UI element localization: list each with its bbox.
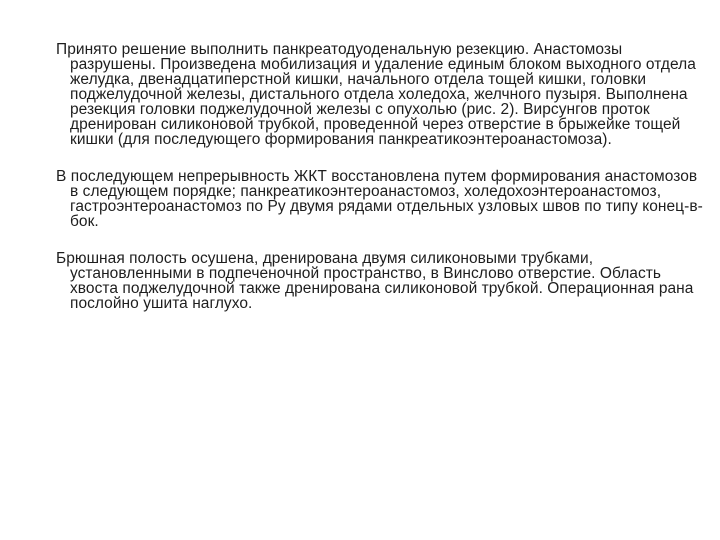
paragraph-pancreatoduodenal-resection: Принято решение выполнить панкреатодуоденальную резекцию. Анастомозы разрушены. Произведена мобилизация и удаление единым блоком выходного отдела желудка, двенадцатиперстной кишки, начального отдела тощей кишки, головки поджелудочной железы, дистального отдела холедоха, желчного пузыря. Выполнена резекция головки поджелудочной железы с опухолью (рис. 2). Вирсунгов проток дренирован силиконовой трубкой, проведенной через отверстие в брыжейке тощей кишки (для последующего формирования панкреатикоэнтероанастомоза). <box>56 41 696 148</box>
paragraph-drainage-closure: Брюшная полость осушена, дренирована двумя силиконовыми трубками, установленными в подпеченочной пространство, в Винслово отверстие. Область хвоста поджелудочной также дренирована силиконовой трубкой. Операционная рана послойно ушита наглухо. <box>56 250 694 312</box>
text-body <box>56 42 706 333</box>
paragraph-anastomoses: В последующем непрерывность ЖКТ восстановлена путем формирования анастомозов в следующем порядке; панкреатикоэнтероанастомоз, холедохоэнтероанастомоз, гастроэнтероанастомоз по Ру двумя рядами отдельных узловых швов по типу конец-в-бок. <box>56 168 703 230</box>
